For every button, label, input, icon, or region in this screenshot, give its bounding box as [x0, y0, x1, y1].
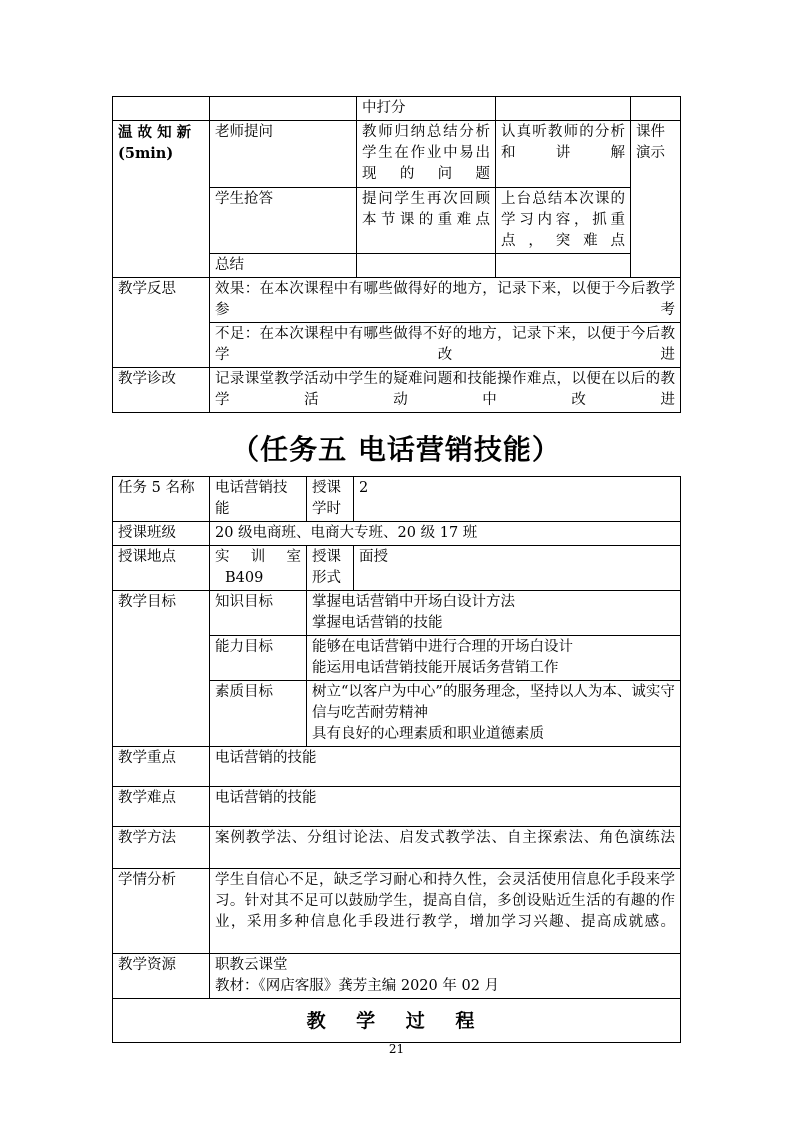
- table-row: [113, 869, 681, 954]
- student-activity-cell: 上台总结本次课的学习内容，抓重点，突难点: [496, 188, 631, 254]
- section-heading: （任务五 电话营销技能）: [231, 433, 561, 466]
- place-room: 实 训 室: [215, 549, 301, 565]
- key-point-value: 电话营销的技能: [210, 747, 681, 787]
- table-cell: 中打分: [357, 97, 496, 121]
- place-value: [210, 546, 307, 591]
- quality-item: 具有良好的心理素质和职业道德素质: [312, 726, 544, 742]
- lesson-plan-table: [112, 476, 681, 1043]
- table-row: [113, 999, 681, 1043]
- ability-item: 能够在电话营销中进行合理的开场白设计: [312, 639, 573, 655]
- table-row: [113, 954, 681, 999]
- knowledge-item: 掌握电话营销中开场白设计方法: [312, 594, 515, 610]
- quality-value: [307, 681, 681, 747]
- hours-value: 2: [354, 477, 681, 522]
- activity-cell: 总结: [210, 254, 357, 278]
- diagnosis-text: 记录课堂教学活动中学生的疑难问题和技能操作难点，以便在以后的教学活动中改进: [210, 368, 681, 413]
- class-label: 授课班级: [113, 522, 210, 546]
- resource-item: 教材：《网店客服》龚芳主编 2020 年 02 月: [215, 978, 500, 994]
- method-label: 教学方法: [113, 827, 210, 869]
- ability-item: 能运用电话营销技能开展话务营销工作: [312, 660, 559, 676]
- key-point-label: 教学重点: [113, 747, 210, 787]
- table-row: [113, 278, 681, 323]
- activity-cell: 老师提问: [210, 121, 357, 188]
- table-row: [113, 747, 681, 787]
- resource-item: 职教云课堂: [215, 957, 288, 973]
- teacher-activity-cell: 教师归纳总结分析学生在作业中易出现的问题: [357, 121, 496, 188]
- place-label: 授课地点: [113, 546, 210, 591]
- ability-label: 能力目标: [210, 636, 307, 681]
- diagnosis-label: 教学诊改: [113, 368, 210, 413]
- analysis-label: 学情分析: [113, 869, 210, 954]
- teacher-activity-cell: 提问学生再次回顾本节课的重难点: [357, 188, 496, 254]
- table-row: [113, 97, 681, 121]
- difficulty-label: 教学难点: [113, 787, 210, 827]
- table-row: [113, 368, 681, 413]
- lesson-activity-table: [112, 96, 681, 413]
- knowledge-label: 知识目标: [210, 591, 307, 636]
- knowledge-item: 掌握电话营销的技能: [312, 615, 443, 631]
- analysis-value: 学生自信心不足，缺乏学习耐心和持久性，会灵活使用信息化手段来学习。针对其不足可以鼓励学生，提高自信，多创设贴近生活的有趣的作业，采用多种信息化手段进行教学，增加学习兴趣、提高成就感。: [210, 869, 681, 954]
- class-value: 20 级电商班、电商大专班、20 级 17 班: [210, 522, 681, 546]
- objectives-label: 教学目标: [113, 591, 210, 747]
- form-value: 面授: [354, 546, 681, 591]
- table-row: [113, 522, 681, 546]
- task-name-label: 任务 5 名称: [113, 477, 210, 522]
- student-activity-cell: 认真听教师的分析和讲解: [496, 121, 631, 188]
- reflection-label: 教学反思: [113, 278, 210, 368]
- knowledge-value: [307, 591, 681, 636]
- place-room-number: B409: [225, 570, 264, 586]
- resource-value: [210, 954, 681, 999]
- table-row: [113, 121, 681, 188]
- task-name-value: 电话营销技能: [210, 477, 307, 522]
- quality-label: 素质目标: [210, 681, 307, 747]
- activity-cell: 学生抢答: [210, 188, 357, 254]
- means-cell: 课件演示: [631, 121, 681, 254]
- hours-label: 授课学时: [307, 477, 354, 522]
- table-row: [113, 591, 681, 636]
- quality-item: 树立“以客户为中心”的服务理念，坚持以人为本、诚实守信与吃苦耐劳精神: [312, 684, 675, 721]
- reflection-effect: 效果：在本次课程中有哪些做得好的地方，记录下来，以便于今后教学参考: [210, 278, 681, 323]
- stage-label: 温 故 知 新 (5min): [113, 121, 210, 278]
- reflection-shortfall: 不足：在本次课程中有哪些做得不好的地方，记录下来，以便于今后教学改进: [210, 323, 681, 368]
- ability-value: [307, 636, 681, 681]
- table-row: [113, 477, 681, 522]
- resource-label: 教学资源: [113, 954, 210, 999]
- method-value: 案例教学法、分组讨论法、启发式教学法、自主探索法、角色演练法: [210, 827, 681, 869]
- table-row: [113, 787, 681, 827]
- page-number: 21: [388, 1042, 405, 1056]
- table-row: [113, 827, 681, 869]
- table-row: [113, 546, 681, 591]
- form-label: 授课形式: [307, 546, 354, 591]
- teaching-process-title: 教 学 过 程: [113, 999, 681, 1043]
- difficulty-value: 电话营销的技能: [210, 787, 681, 827]
